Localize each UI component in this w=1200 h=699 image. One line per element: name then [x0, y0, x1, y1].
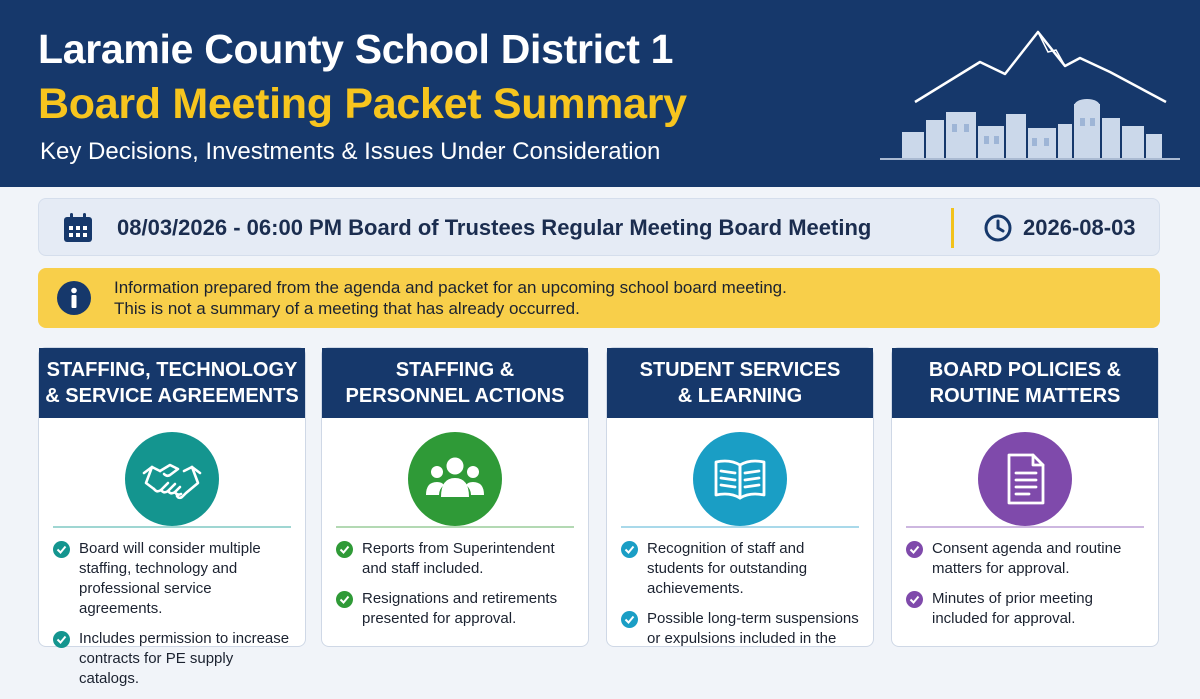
card-title-line: & SERVICE AGREEMENTS	[45, 385, 299, 407]
card-student-services	[606, 347, 874, 647]
card-bullet-list	[621, 539, 865, 659]
card-title	[322, 348, 588, 418]
card-divider	[53, 526, 291, 528]
district-title: Laramie County School District 1	[38, 26, 674, 72]
bullet-text: Minutes of prior meeting included for approval.	[932, 590, 1093, 627]
card-title	[607, 348, 873, 418]
card-title	[892, 348, 1158, 418]
card-title	[39, 348, 305, 418]
card-title-line: STUDENT SERVICES	[639, 359, 841, 381]
card-title-line: STAFFING, TECHNOLOGY	[46, 359, 298, 381]
card-title-line: BOARD POLICIES &	[928, 359, 1122, 381]
card-divider	[621, 526, 859, 528]
card-title-line: & LEARNING	[677, 385, 803, 407]
calendar-icon	[61, 211, 95, 245]
card-staffing-personnel	[321, 347, 589, 647]
bullet-text: Possible long-term suspensions or expulsions included in the	[647, 610, 859, 647]
open-book-icon	[693, 432, 787, 526]
list-item	[53, 539, 297, 619]
meeting-date: 2026-08-03	[1023, 215, 1136, 240]
card-title-line: STAFFING &	[395, 359, 515, 381]
check-icon	[336, 591, 353, 608]
card-board-policies	[891, 347, 1159, 647]
packet-summary-title: Board Meeting Packet Summary	[38, 80, 687, 128]
card-staffing-technology	[38, 347, 306, 687]
bullet-text: Includes permission to increase contracts for PE supply catalogs.	[79, 630, 290, 687]
check-icon	[53, 541, 70, 558]
card-bullet-list	[906, 539, 1150, 639]
card-title-line: ROUTINE MATTERS	[929, 385, 1121, 407]
header-tagline: Key Decisions, Investments & Issues Under Consideration	[40, 138, 661, 165]
bullet-text: Consent agenda and routine matters for approval.	[932, 540, 1122, 577]
notice-line: Information prepared from the agenda and packet for an upcoming school board meeting.	[114, 278, 787, 297]
list-item	[621, 609, 865, 649]
check-icon	[906, 541, 923, 558]
notice-line: This is not a summary of a meeting that has already occurred.	[114, 299, 580, 318]
check-icon	[906, 591, 923, 608]
mountain-skyline-icon	[880, 20, 1180, 170]
list-item	[906, 539, 1150, 579]
bullet-text: Resignations and retirements presented for approval.	[362, 590, 558, 627]
card-title-line: PERSONNEL ACTIONS	[345, 385, 565, 407]
card-bullet-list	[53, 539, 297, 699]
bullet-text: Board will consider multiple staffing, technology and professional service agreements.	[79, 540, 261, 617]
list-item	[336, 589, 580, 629]
list-item	[53, 629, 297, 689]
bullet-text: Recognition of staff and students for outstanding achievements.	[647, 540, 808, 597]
notice-text	[114, 277, 787, 319]
divider	[951, 208, 954, 248]
card-divider	[336, 526, 574, 528]
bullet-text: Reports from Superintendent and staff included.	[362, 540, 555, 577]
check-icon	[53, 631, 70, 648]
clock-icon	[983, 213, 1013, 243]
check-icon	[621, 611, 638, 628]
document-icon	[978, 432, 1072, 526]
card-bullet-list	[336, 539, 580, 639]
check-icon	[621, 541, 638, 558]
card-divider	[906, 526, 1144, 528]
check-icon	[336, 541, 353, 558]
notice-banner	[38, 268, 1160, 328]
list-item	[906, 589, 1150, 629]
handshake-icon	[125, 432, 219, 526]
meeting-date-bar	[38, 198, 1160, 256]
list-item	[336, 539, 580, 579]
page-header	[0, 0, 1200, 187]
list-item	[621, 539, 865, 599]
info-icon	[56, 280, 92, 316]
people-icon	[408, 432, 502, 526]
meeting-title: 08/03/2026 - 06:00 PM Board of Trustees Regular Meeting Board Meeting	[117, 215, 872, 240]
